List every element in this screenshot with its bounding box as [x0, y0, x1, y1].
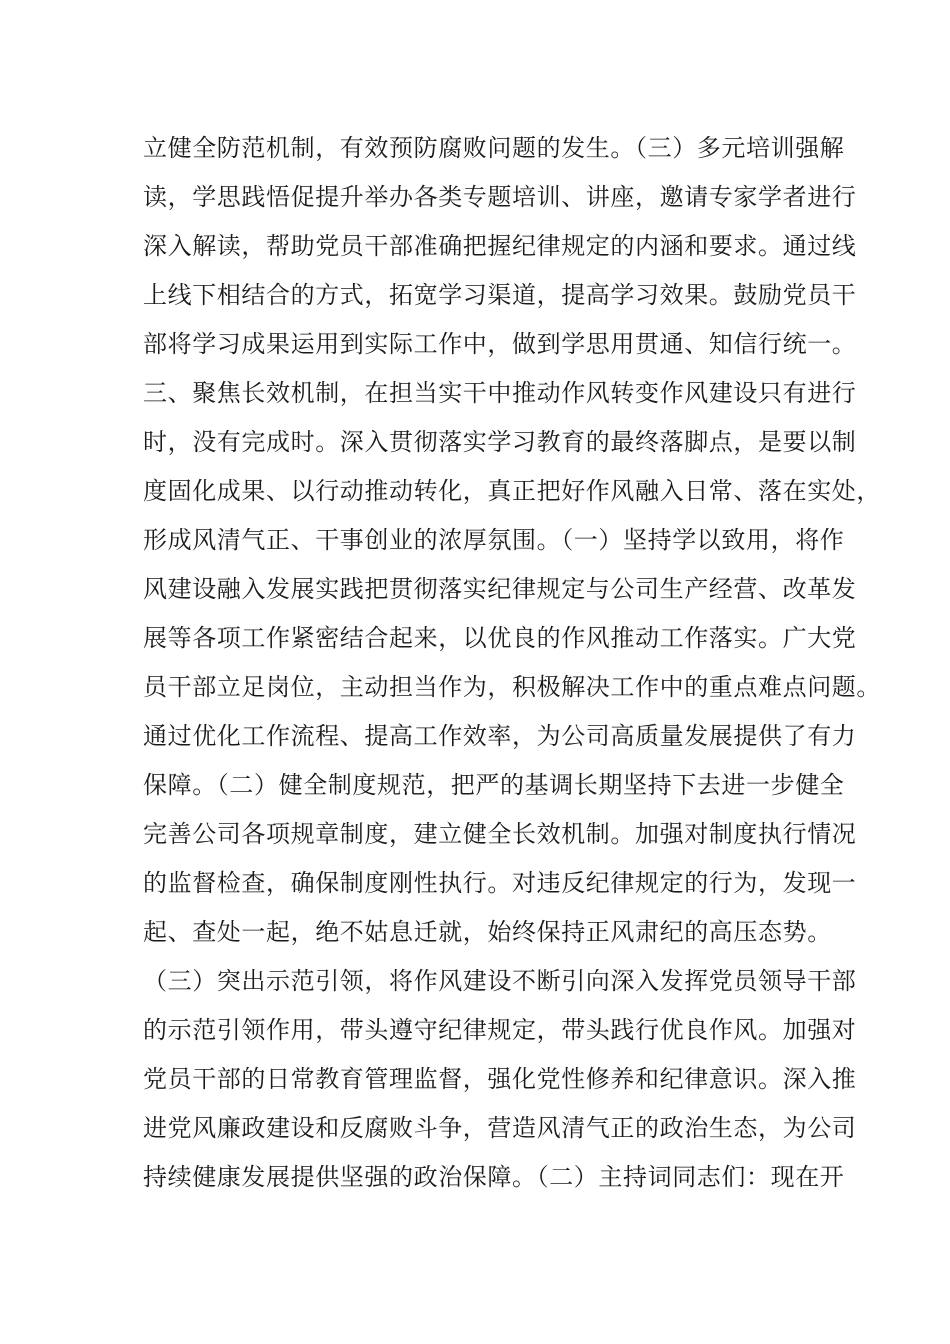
text-line: 度固化成果、以行动推动转化，真正把好作风融入日常、落在实处，: [143, 477, 881, 505]
text-line: 通过优化工作流程、提高工作效率，为公司高质量发展提供了有力: [143, 722, 857, 750]
text-line: 上线下相结合的方式，拓宽学习渠道，提高学习效果。鼓励党员干: [143, 281, 857, 309]
text-line: 进党风廉政建设和反腐败斗争，营造风清气正的政治生态，为公司: [143, 1114, 857, 1142]
text-line: 三、聚焦长效机制，在担当实干中推动作风转变作风建设只有进行: [143, 379, 857, 407]
text-line: 展等各项工作紧密结合起来，以优良的作风推动工作落实。广大党: [143, 624, 857, 652]
text-line: 风建设融入发展实践把贯彻落实纪律规定与公司生产经营、改革发: [143, 575, 857, 603]
text-line: 时，没有完成时。深入贯彻落实学习教育的最终落脚点，是要以制: [143, 428, 857, 456]
text-line: 持续健康发展提供坚强的政治保障。（二）主持词同志们：现在开: [143, 1163, 845, 1191]
text-line: 起、查处一起，绝不姑息迁就，始终保持正风肃纪的高压态势。: [143, 918, 832, 946]
text-line: 完善公司各项规章制度，建立健全长效机制。加强对制度执行情况: [143, 820, 857, 848]
text-line: 读，学思践悟促提升举办各类专题培训、讲座，邀请专家学者进行: [143, 183, 857, 211]
text-line: 员干部立足岗位，主动担当作为，积极解决工作中的重点难点问题。: [143, 673, 881, 701]
text-line: （三）突出示范引领，将作风建设不断引向深入发挥党员领导干部: [143, 967, 857, 995]
text-line: 部将学习成果运用到实际工作中，做到学思用贯通、知信行统一。: [143, 330, 857, 358]
text-line: 的监督检查，确保制度刚性执行。对违反纪律规定的行为，发现一: [143, 869, 857, 897]
text-line: 的示范引领作用，带头遵守纪律规定，带头践行优良作风。加强对: [143, 1016, 857, 1044]
text-line: 立健全防范机制，有效预防腐败问题的发生。（三）多元培训强解: [143, 134, 845, 162]
text-line: 党员干部的日常教育管理监督，强化党性修养和纪律意识。深入推: [143, 1065, 857, 1093]
text-line: 保障。（二）健全制度规范，把严的基调长期坚持下去进一步健全: [143, 771, 845, 799]
text-line: 形成风清气正、干事创业的浓厚氛围。（一）坚持学以致用，将作: [143, 526, 845, 554]
text-line: 深入解读，帮助党员干部准确把握纪律规定的内涵和要求。通过线: [143, 232, 857, 260]
